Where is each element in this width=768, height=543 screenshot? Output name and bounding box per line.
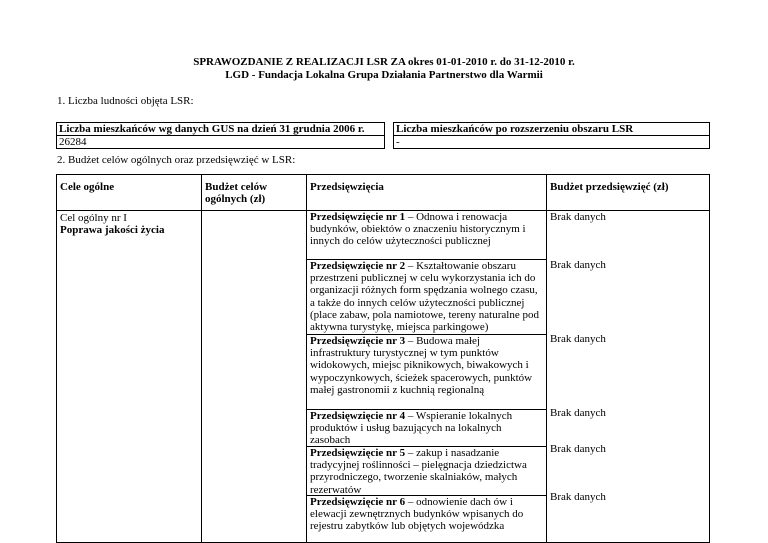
table-gap [385,136,394,149]
project-budget: Brak danych [550,407,606,419]
projects-cell [307,211,547,543]
goal-title: Poprawa jakości życia [60,224,165,236]
project-budget: Brak danych [550,259,606,271]
project-item: Przedsięwzięcie nr 4 – Wspieranie lokalnych produktów i usług bazujących na lokalnych zasobach [307,409,546,446]
population-table [56,122,710,149]
population-extended-value: - [394,136,710,149]
report-subtitle: LGD - Fundacja Lokalna Grupa Działania Partnerstwo dla Warmii [225,69,543,81]
report-title: SPRAWOZDANIE Z REALIZACJI LSR ZA okres 01-01-2010 r. do 31-12-2010 r. [193,56,575,68]
table-gap [385,123,394,136]
project-budget: Brak danych [550,333,606,345]
budget-table [56,174,710,543]
goal-name: Cel ogólny nr I [60,212,127,224]
project-budgets-cell [547,211,710,543]
section-2-title: 2. Budżet celów ogólnych oraz przedsięwzięć w LSR: [57,154,296,166]
header-projects: Przedsięwzięcia [307,175,547,211]
project-item: Przedsięwzięcie nr 2 – Kształtowanie obszaru przestrzeni publicznej w celu wykorzystania ich do organizacji różnych form spędzania wolnego czasu, a także do innych celów użyteczności publicznej (place zabaw, pola namiotowe, tereny naturalne pod aktywna turystykę, miejsca parkingowe) [307,259,546,334]
population-gus-value: 26284 [57,136,385,149]
section-1-title: 1. Liczba ludności objęta LSR: [57,95,194,107]
project-budget: Brak danych [550,491,606,503]
project-budget: Brak danych [550,211,606,223]
goal-budget-cell [202,211,307,543]
project-item: Przedsięwzięcie nr 5 – zakup i nasadzanie tradycyjnej roślinności – pielęgnacja dziedzictwa przyrodniczego, tworzenie skalniaków, małych rezerwatów [307,446,546,495]
population-gus-header: Liczba mieszkańców wg danych GUS na dzień 31 grudnia 2006 r. [57,123,385,136]
header-goals-budget: Budżet celów ogólnych (zł) [202,175,307,211]
goal-cell [57,211,202,543]
project-item: Przedsięwzięcie nr 6 – odnowienie dach ów i elewacji zewnętrznych budynków wpisanych do rejestru zabytków lub objętych wojewódzka [307,495,546,532]
project-item: Przedsięwzięcie nr 3 – Budowa małej infrastruktury turystycznej w tym punktów widokowych, miejsc piknikowych, biwakowych i wypoczynkowych, ścieżek spacerowych, punktów małej gastronomii z kuchnią regionalną [307,334,546,409]
population-extended-header: Liczba mieszkańców po rozszerzeniu obszaru LSR [394,123,710,136]
project-item: Przedsięwzięcie nr 1 – Odnowa i renowacja budynków, obiektów o znaczeniu historycznym i innych do celów użyteczności publicznej [310,211,526,248]
header-goals: Cele ogólne [57,175,202,211]
header-projects-budget: Budżet przedsięwzięć (zł) [547,175,710,211]
project-budget: Brak danych [550,443,606,455]
